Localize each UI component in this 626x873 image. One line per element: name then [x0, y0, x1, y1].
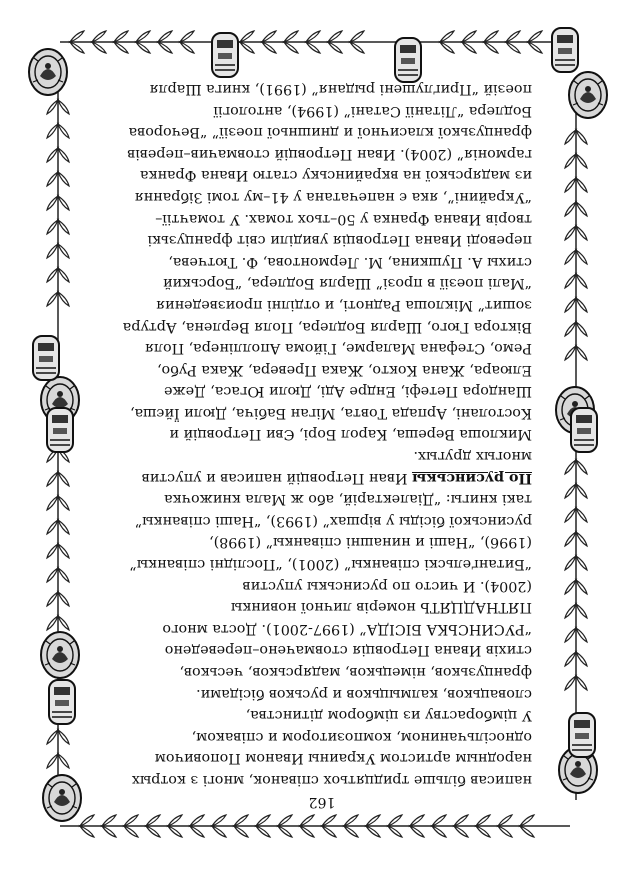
text-line: многых другых.: [413, 448, 532, 465]
text-line: (1996), “Наші и нинашні співанкы” (1998),: [209, 534, 532, 551]
text-line: Бодлера “Літанії Сатані” (1994), антології: [213, 102, 532, 119]
text-line: “Малі поезії в прозі” Шарля Бодлера, “Борський: [162, 275, 532, 292]
text-line: стихів Ивана Петровція стовмачено–переведено: [164, 642, 532, 659]
text-line: написав більше тридцятьох співанок, многі з котрых: [131, 772, 532, 788]
text-line: переводі Ивана Петровція увиділи світ французькі: [147, 232, 532, 249]
text-line: “РУСИНСЬКА БІСІДА” (1997-2001). Доста много: [162, 620, 532, 637]
text-line: такі книгы: “Діалектарій, або ж Мала книжочка: [164, 491, 532, 508]
text-line: Елюара, Жана Кокто, Жака Превера, Жака Рубо,: [157, 361, 532, 378]
page-text: [112, 60, 532, 810]
text-line: У цімбораству из цімбором дітинства,: [245, 707, 532, 724]
text-line: Ремо, Стефана Маларме, Гійома Аполлінера, Поля: [144, 340, 532, 357]
text-line: ПЯТНАДЦЯТЬ номерів личної новинкы: [230, 599, 532, 616]
text-line: народным артистом Украины Иваном Поповичом: [154, 750, 532, 767]
text-line: односільчанином, композитором и співаком,: [191, 728, 532, 745]
text-line: “Украйині”, яка є напечатана у 41–му томі Зібрання: [134, 188, 532, 205]
text-line: французьков, німецьков, мадярськов, чеськов,: [179, 664, 532, 681]
text-line: французької класичної и днишньої поезії” “Вечорова: [128, 124, 532, 141]
text-line: поезій “Приґлушені рыданя” (1991), книга Шарля: [149, 81, 532, 97]
page-number: 162: [308, 794, 336, 810]
text-line: словацьков, калмыцьков и руськов бісідами.: [196, 685, 532, 702]
text-line: (2004). И чисто по русинськы упустив: [242, 577, 532, 594]
text-line: стихы А. Пушкина, М. Лермонтова, Ф. Тютчева,: [168, 253, 532, 270]
text-line: “Битанґельскі співанкы” (2001), “Послідні співанкы”: [129, 556, 532, 573]
text-line: Костолані, Арпада Товта, Міган Бабіча, Дюли Їйєша,: [130, 404, 532, 421]
text-line: русинської бісіды у віршах” (1993), “Наші співанкы”: [134, 512, 532, 529]
text-line: Шандора Петефі, Ендре Аді, Дюли Югаса, Деже: [164, 383, 532, 400]
text-line: зошит” Міклоша Радноті, и отділні произведения: [156, 296, 532, 313]
section-lead-rest: Иван Петровцій написав и упустив: [141, 469, 412, 486]
section-lead: По русинськы: [411, 469, 532, 486]
text-line: Віктора Гюго, Шарля Бодлера, Поля Верлена, Артура: [122, 318, 532, 335]
text-line: гармонія” (2004). Иван Петровцій стовмачив–перевів: [127, 145, 532, 162]
text-line: Миклоша Вереша, Карол Борі, Єви Петровцій и: [169, 426, 532, 443]
bottom-laurel: [60, 815, 570, 837]
text-line: из мадярської на вкрайинську статю Ивана Франка: [140, 167, 532, 184]
text-line: [112, 466, 532, 488]
text-line: творів Ивана Франка у 50–тьох томах. У томачтії–: [155, 210, 532, 227]
top-laurel: [60, 31, 570, 53]
